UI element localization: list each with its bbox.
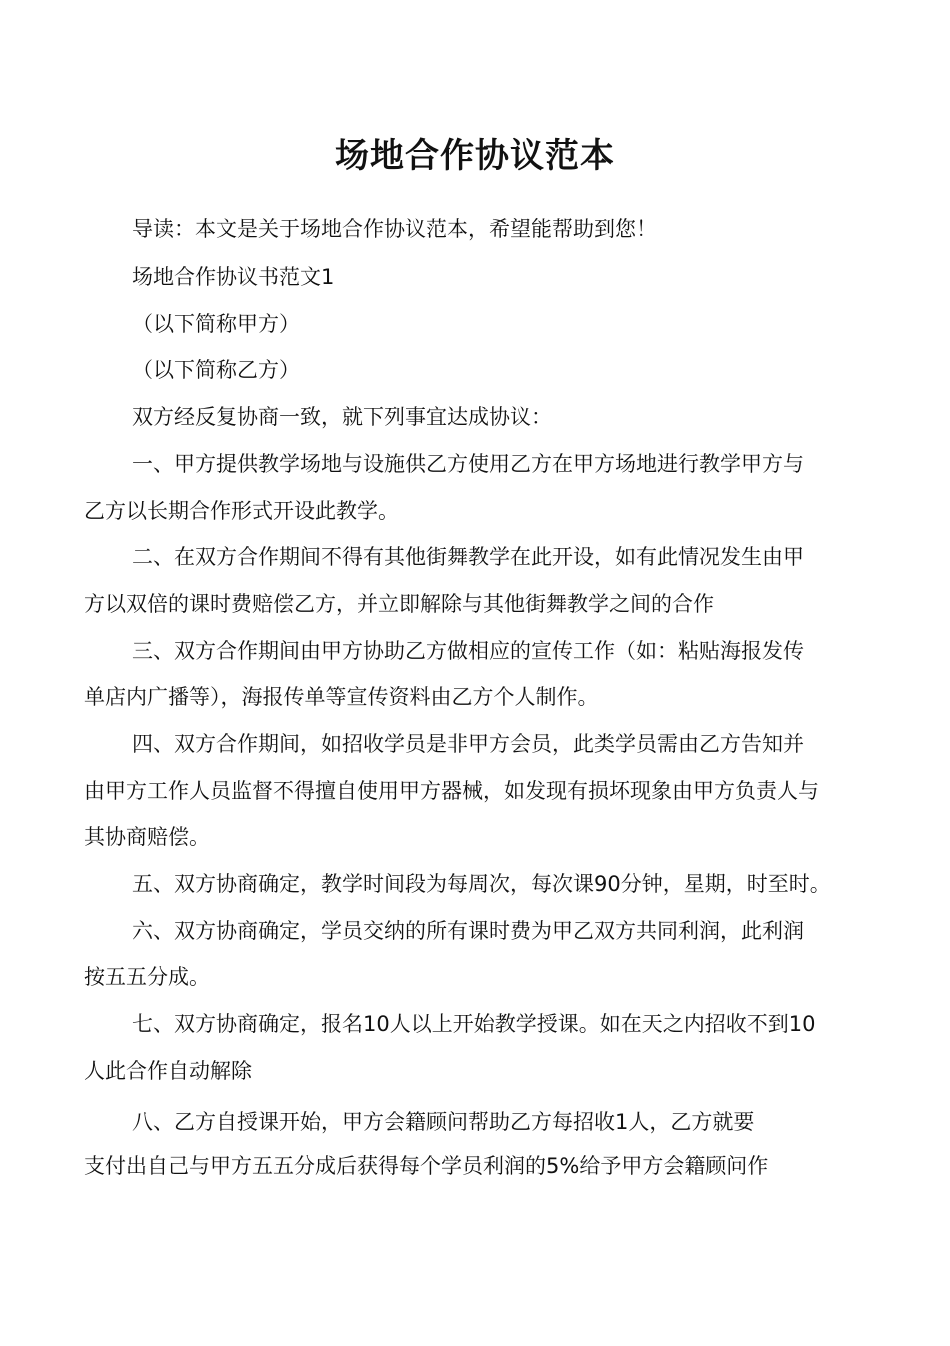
clause-line: 按五五分成。: [84, 965, 210, 989]
clause-line: 乙方以长期合作形式开设此教学。: [84, 499, 399, 523]
clause-line: 五、双方协商确定，教学时间段为每周次，每次课90分钟，星期，时至时。: [132, 872, 831, 896]
clause-line: 由甲方工作人员监督不得擅自使用甲方器械，如发现有损坏现象由甲方负责人与: [84, 779, 819, 803]
party-a-text: （以下简称甲方）: [132, 312, 300, 336]
clause-line: 支付出自己与甲方五五分成后获得每个学员利润的5%给予甲方会籍顾问作: [84, 1154, 769, 1178]
clause-line: 四、双方合作期间，如招收学员是非甲方会员，此类学员需由乙方告知并: [132, 732, 804, 756]
clause-line: 方以双倍的课时费赔偿乙方，并立即解除与其他街舞教学之间的合作: [84, 592, 714, 616]
clause-line: 三、双方合作期间由甲方协助乙方做相应的宣传工作（如：粘贴海报发传: [132, 639, 804, 663]
clause-line: 其协商赔偿。: [84, 825, 210, 849]
clause-line: 八、乙方自授课开始，甲方会籍顾问帮助乙方每招收1人，乙方就要: [132, 1110, 755, 1134]
clause-line: 二、在双方合作期间不得有其他街舞教学在此开设，如有此情况发生由甲: [132, 545, 804, 569]
subtitle-text: 场地合作协议书范文1: [132, 265, 335, 289]
clause-line: 七、双方协商确定，报名10人以上开始教学授课。如在天之内招收不到10: [132, 1012, 816, 1036]
lead-text: 导读：本文是关于场地合作协议范本，希望能帮助到您！: [132, 217, 657, 241]
document-title: 场地合作协议范本: [335, 136, 615, 176]
intro-text: 双方经反复协商一致，就下列事宜达成协议：: [132, 405, 552, 429]
clause-line: 六、双方协商确定，学员交纳的所有课时费为甲乙双方共同利润，此利润: [132, 919, 804, 943]
clause-line: 一、甲方提供教学场地与设施供乙方使用乙方在甲方场地进行教学甲方与: [132, 452, 804, 476]
party-b-text: （以下简称乙方）: [132, 358, 300, 382]
clause-line: 人此合作自动解除: [84, 1059, 252, 1083]
clause-line: 单店内广播等），海报传单等宣传资料由乙方个人制作。: [84, 685, 599, 709]
